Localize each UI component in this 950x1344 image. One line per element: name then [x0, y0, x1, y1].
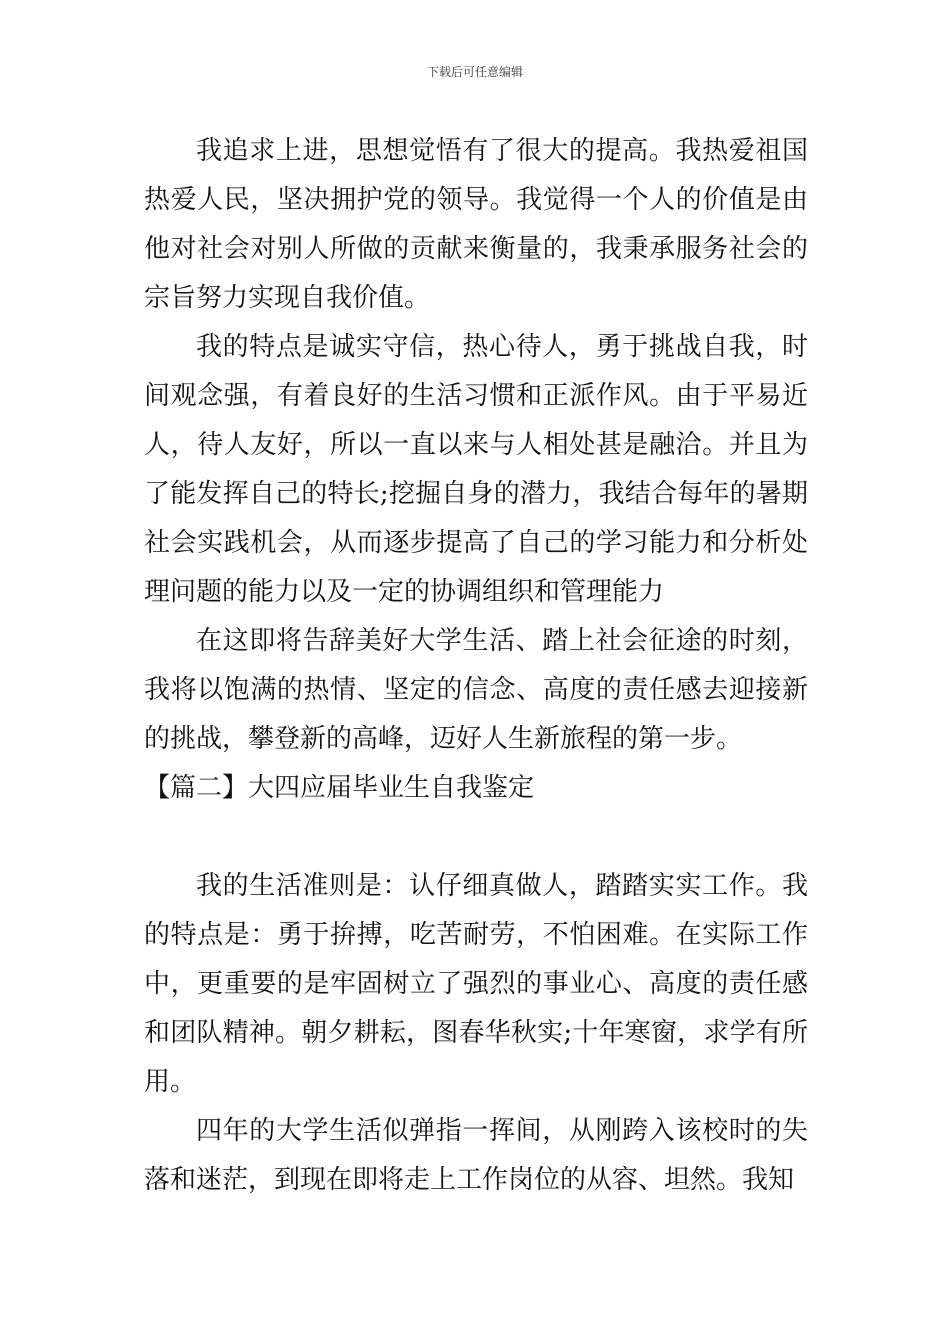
blank-line [144, 813, 808, 862]
paragraph-5: 四年的大学生活似弹指一挥间，从刚跨入该校时的失落和迷茫，到现在即将走上工作岗位的从容、坦然。我知 [144, 1116, 808, 1195]
paragraph-1: 我追求上进，思想觉悟有了很大的提高。我热爱祖国热爱人民，坚决拥护党的领导。我觉得一个人的价值是由他对社会对别人所做的贡献来衡量的，我秉承服务社会的宗旨努力实现自我价值。 [144, 136, 808, 313]
section-heading: 【篇二】大四应届毕业生自我鉴定 [144, 773, 535, 803]
paragraph-3: 在这即将告辞美好大学生活、踏上社会征途的时刻，我将以饱满的热情、坚定的信念、高度的责任感去迎接新的挑战，攀登新的高峰，迈好人生新旅程的第一步。 [144, 626, 808, 754]
paragraph-4: 我的生活准则是：认仔细真做人，踏踏实实工作。我的特点是：勇于拚搏，吃苦耐劳，不怕困难。在实际工作中，更重要的是牢固树立了强烈的事业心、高度的责任感和团队精神。朝夕耕耘，图春华秋实;十年寒窗，求学有所用。 [144, 871, 808, 1097]
paragraph-2: 我的特点是诚实守信，热心待人，勇于挑战自我，时间观念强，有着良好的生活习惯和正派作风。由于平易近人，待人友好，所以一直以来与人相处甚是融洽。并且为了能发挥自己的特长;挖掘自身的潜力，我结合每年的暑期社会实践机会，从而逐步提高了自己的学习能力和分析处理问题的能力以及一定的协调组织和管理能力 [144, 332, 808, 607]
page-header: 下载后可任意编辑 [426, 65, 523, 79]
document-body [144, 127, 808, 1205]
